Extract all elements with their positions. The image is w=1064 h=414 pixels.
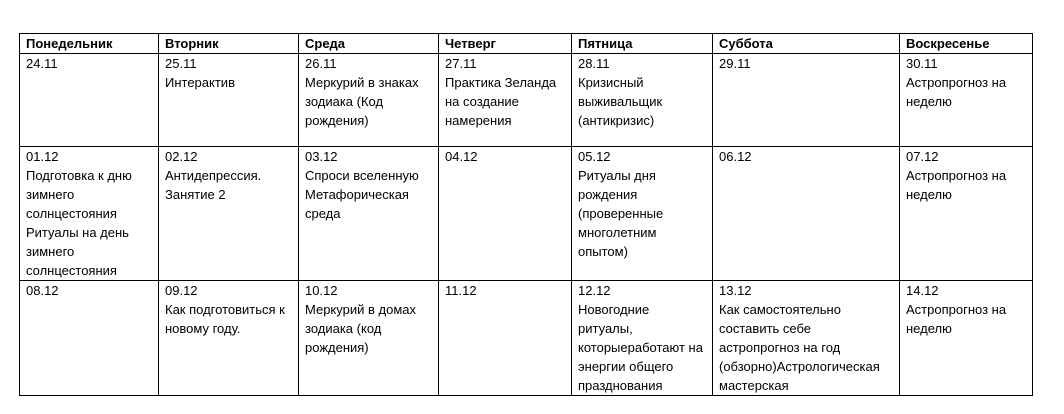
table-cell (20, 281, 159, 396)
cell-event: Астропрогноз на неделю (906, 302, 1007, 336)
table-cell (572, 54, 713, 147)
table-row (20, 281, 1033, 396)
cell-date: 30.11 (906, 56, 938, 71)
table-cell (159, 54, 299, 147)
cell-date: 01.12 (26, 149, 59, 164)
cell-date: 27.11 (445, 56, 477, 71)
table-cell (900, 54, 1033, 147)
cell-event: Практика Зеланда на создание намерения (445, 75, 557, 128)
cell-date: 10.12 (305, 283, 338, 298)
cell-event: Антидепрессия. Занятие 2 (165, 168, 262, 202)
header-saturday: Суббота (713, 34, 900, 54)
cell-event: Меркурий в домах зодиака (код рождения) (305, 302, 416, 355)
table-cell (900, 147, 1033, 281)
table-cell (900, 281, 1033, 396)
cell-date: 24.11 (26, 56, 58, 71)
cell-date: 26.11 (305, 56, 337, 71)
cell-event: Астропрогноз на неделю (906, 75, 1007, 109)
schedule-table (19, 33, 1033, 396)
cell-event: Ритуалы на день зимнего солнцестояния (26, 225, 129, 278)
cell-date: 25.11 (165, 56, 197, 71)
cell-date: 29.11 (719, 56, 751, 71)
cell-event: Кризисный выживальщик (антикризис) (578, 75, 663, 128)
cell-event: Спроси вселенную (305, 168, 419, 183)
cell-event: Интерактив (165, 75, 235, 90)
table-cell (159, 281, 299, 396)
header-tuesday: Вторник (159, 34, 299, 54)
header-wednesday: Среда (299, 34, 439, 54)
cell-date: 12.12 (578, 283, 611, 298)
cell-date: 03.12 (305, 149, 338, 164)
table-cell (572, 281, 713, 396)
table-row (20, 147, 1033, 281)
cell-date: 02.12 (165, 149, 198, 164)
table-cell (713, 54, 900, 147)
table-cell (159, 147, 299, 281)
cell-date: 07.12 (906, 149, 939, 164)
cell-date: 04.12 (445, 149, 478, 164)
table-cell (713, 147, 900, 281)
cell-event: Как подготовиться к новому году. (165, 302, 285, 336)
table-cell (299, 54, 439, 147)
table-cell (439, 147, 572, 281)
table-row (20, 54, 1033, 147)
table-cell (439, 54, 572, 147)
cell-date: 09.12 (165, 283, 198, 298)
header-row (20, 34, 1033, 54)
cell-date: 06.12 (719, 149, 752, 164)
header-thursday: Четверг (439, 34, 572, 54)
header-monday: Понедельник (20, 34, 159, 54)
cell-event: Как самостоятельно составить себе астропрогноз на год (обзорно)Астрологическая мастерская (719, 302, 880, 393)
cell-event: Ритуалы дня рождения (проверенные многолетним опытом) (578, 168, 664, 259)
cell-event: Астропрогноз на неделю (906, 168, 1007, 202)
cell-event: Подготовка к дню зимнего солнцестояния (26, 168, 132, 221)
cell-event: Новогодние ритуалы, которыеработают на энергии общего празднования (578, 302, 703, 393)
cell-event: Метафорическая среда (305, 187, 409, 221)
table-cell (299, 147, 439, 281)
cell-date: 13.12 (719, 283, 752, 298)
table-cell (439, 281, 572, 396)
table-cell (20, 54, 159, 147)
table-cell (20, 147, 159, 281)
cell-date: 05.12 (578, 149, 611, 164)
table-cell (572, 147, 713, 281)
cell-date: 08.12 (26, 283, 59, 298)
cell-date: 14.12 (906, 283, 939, 298)
cell-date: 28.11 (578, 56, 610, 71)
cell-date: 11.12 (445, 283, 477, 298)
table-cell (299, 281, 439, 396)
header-sunday: Воскресенье (900, 34, 1033, 54)
header-friday: Пятница (572, 34, 713, 54)
table-cell (713, 281, 900, 396)
cell-event: Меркурий в знаках зодиака (Код рождения) (305, 75, 419, 128)
